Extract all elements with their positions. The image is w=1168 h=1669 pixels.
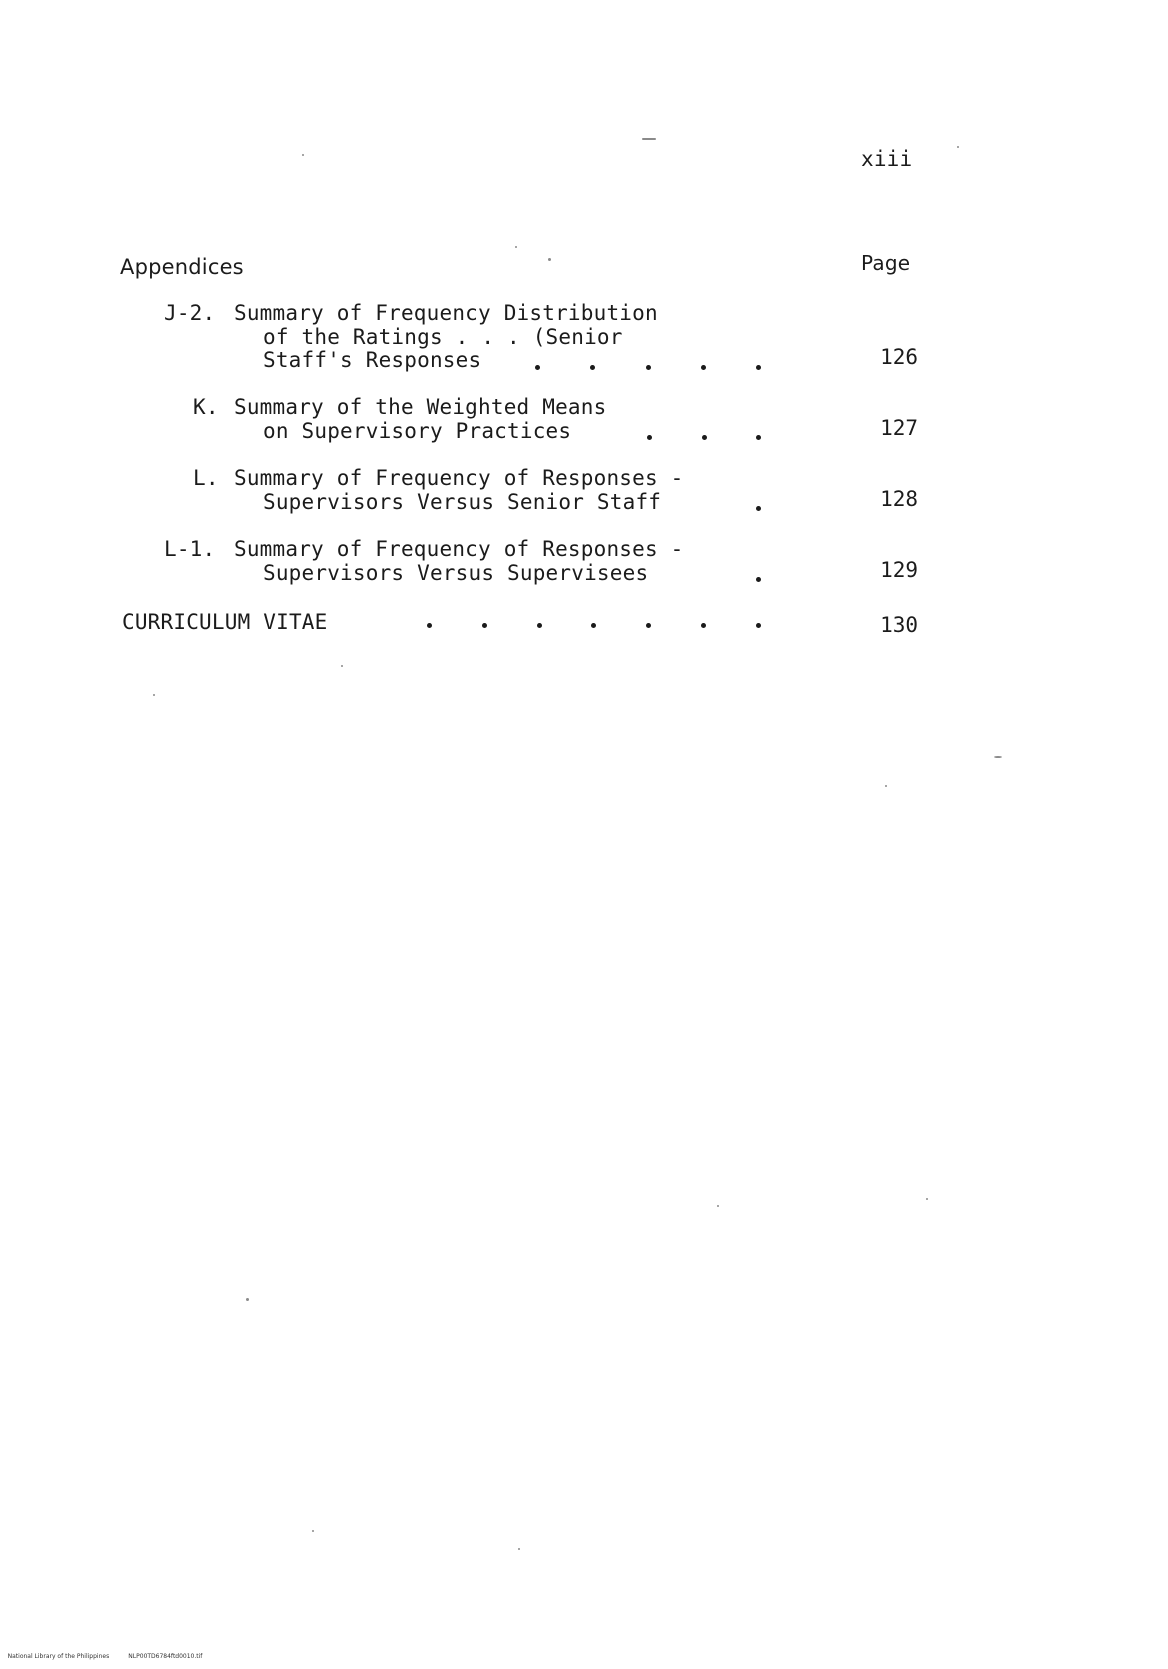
footer-library: National Library of the Philippines <box>7 1653 110 1660</box>
section-heading: Appendices <box>120 255 244 279</box>
entry-title-line: Staff's Responses <box>263 348 482 372</box>
dot-leader <box>535 362 761 372</box>
entry-id: K. <box>193 395 219 419</box>
entry-page-number: 130 <box>880 613 918 637</box>
entry-title-line: of the Ratings . . . (Senior <box>263 325 623 349</box>
dot-leader <box>756 574 761 584</box>
entry-page-number: 127 <box>880 416 918 440</box>
entry-page-number: 126 <box>880 345 918 369</box>
entry-page-number: 128 <box>880 487 918 511</box>
entry-title-line: Supervisors Versus Supervisees <box>263 561 649 585</box>
entry-title-line: Summary of the Weighted Means <box>234 395 607 419</box>
entry-page-number: 129 <box>880 558 918 582</box>
page-column-heading: Page <box>861 251 911 275</box>
entry-title-line: Supervisors Versus Senior Staff <box>263 490 662 514</box>
entry-id: J-2. <box>164 301 216 325</box>
entry-title-line: Summary of Frequency of Responses - <box>234 466 684 490</box>
curriculum-vitae-label: CURRICULUM VITAE <box>122 610 328 634</box>
entry-title-line: Summary of Frequency Distribution <box>234 301 658 325</box>
scan-footer <box>0 1645 202 1669</box>
footer-file: NLP00TD6784ftd0010.tif <box>128 1653 203 1660</box>
dot-leader <box>427 620 761 630</box>
page-number: xiii <box>861 147 913 171</box>
entry-id: L-1. <box>164 537 216 561</box>
dot-leader <box>756 503 761 513</box>
entry-id: L. <box>193 466 219 490</box>
entry-title-line: on Supervisory Practices <box>263 419 572 443</box>
entry-title-line: Summary of Frequency of Responses - <box>234 537 684 561</box>
dot-leader <box>647 432 761 442</box>
